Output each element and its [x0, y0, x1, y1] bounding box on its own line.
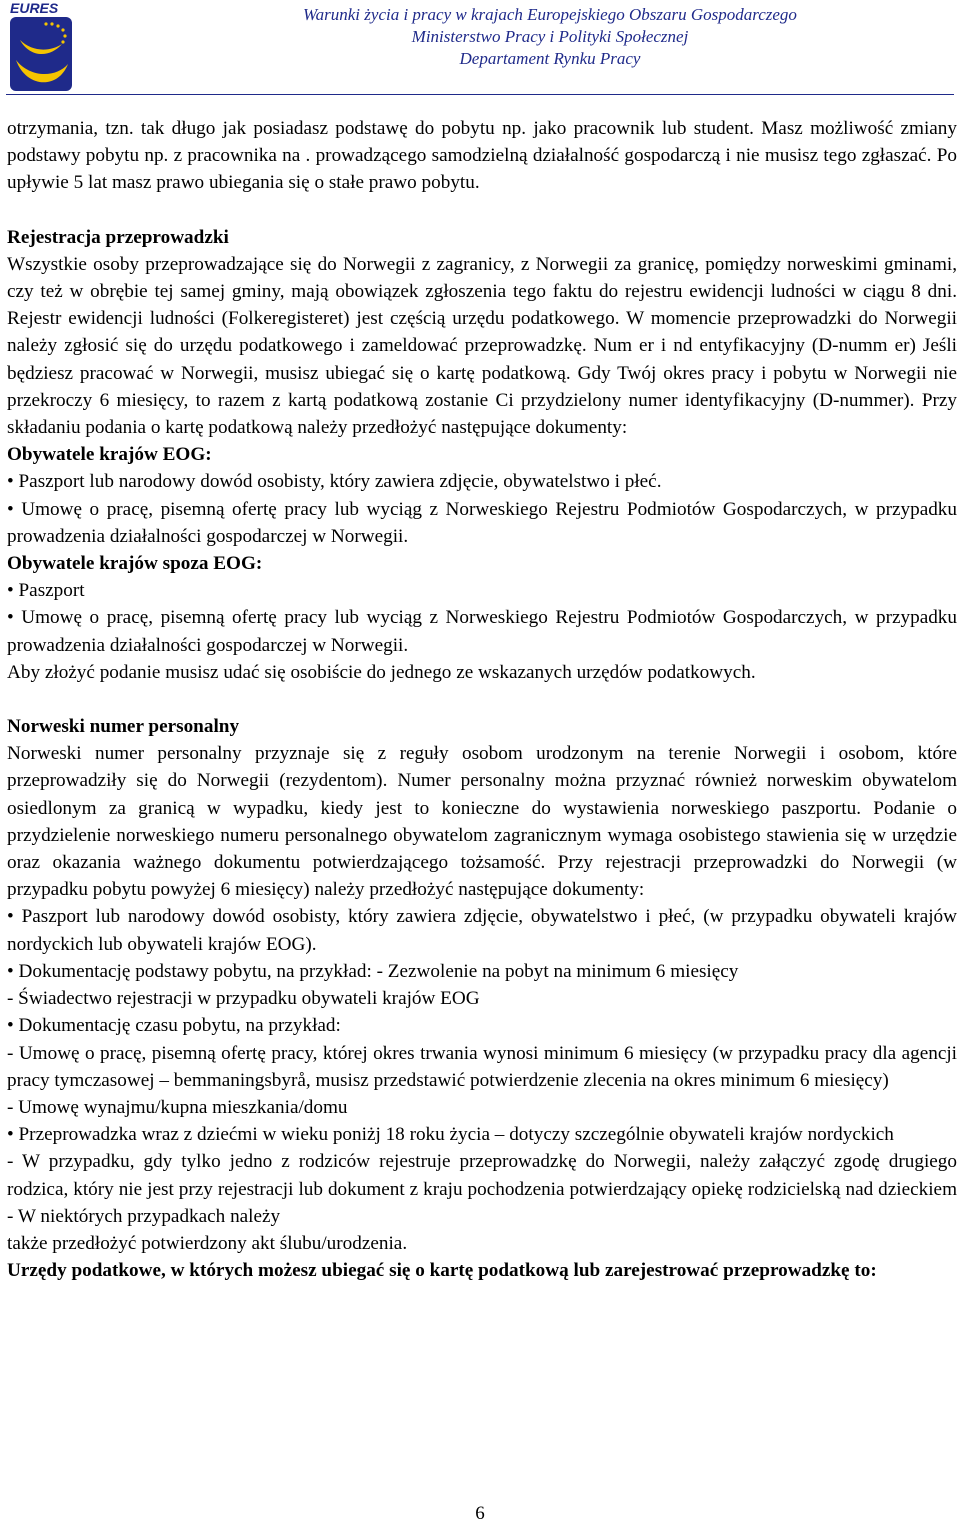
intro-paragraph: otrzymania, tzn. tak długo jak posiadasz podstawę do pobytu np. jako pracownik lub student. Masz możliwość zmiany podstawy pobytu np. z pracownika na . prowadzącego samodzielną działalność gospodarczą i nie musisz tego zgłaszać. Po upływie 5 lat masz prawo ubiegania się o stałe prawo pobytu. — [7, 118, 957, 194]
numer-paragraph: Norweski numer personalny przyznaje się z reguły osobom urodzonym na terenie Norwegii i osobom, które przeprowadziły się do Norwegii (rezydentom). Numer personalny można przyznać również norweskim obywatelom osiedlonym za granicą w wypadku, kiedy jest to konieczne do wystawienia norweskiego paszportu. Podanie o przydzielenie norweskiego numeru personalnego obywatelom zagranicznym wymaga osobistego stawienia się w urzędzie oraz okazania ważnego dokumentu potwierdzającego tożsamość. Przy rejestracji przeprowadzki do Norwegii (w przypadku pobytu powyżej 6 miesięcy) należy przedłożyć następujące dokumenty: — [7, 743, 957, 901]
numer-item-7: • Przeprowadzka wraz z dziećmi w wieku poniżj 18 roku życia – dotyczy szczególnie obywateli krajów nordyckich — [7, 1124, 894, 1146]
spoza-item-1: • Paszport — [7, 580, 85, 602]
eog-item-2: • Umowę o pracę, pisemną ofertę pracy lub wyciąg z Norweskiego Rejestru Podmiotów Gospodarczych, w przypadku prowadzenia działalności gospodarczej w Norwegii. — [7, 498, 957, 547]
header-titles — [160, 4, 940, 70]
header-line-2: Ministerstwo Pracy i Polityki Społecznej — [411, 27, 689, 46]
eog-item-1: • Paszport lub narodowy dowód osobisty, który zawiera zdjęcie, obywatelstwo i płeć. — [7, 471, 662, 493]
spacer — [7, 197, 957, 224]
numer-item-6: - Umowę wynajmu/kupna mieszkania/domu — [7, 1096, 348, 1118]
numer-item-2: • Dokumentację podstawy pobytu, na przykład: - Zezwolenie na pobyt na minimum 6 miesięcy — [7, 960, 739, 982]
numer-item-9: także przedłożyć potwierdzony akt ślubu/urodzenia. — [7, 1232, 408, 1254]
page-header — [0, 0, 960, 96]
svg-text:EURES: EURES — [10, 0, 59, 16]
numer-item-1: • Paszport lub narodowy dowód osobisty, który zawiera zdjęcie, obywatelstwo i płeć, (w przypadku obywateli krajów nordyckich lub obywateli krajów EOG). — [7, 906, 957, 955]
heading-numer-personalny: Norweski numer personalny — [7, 716, 240, 738]
heading-eog: Obywatele krajów EOG: — [7, 444, 212, 466]
heading-spoza-eog: Obywatele krajów spoza EOG: — [7, 553, 263, 575]
heading-rejestracja: Rejestracja przeprowadzki — [7, 226, 229, 248]
header-divider — [6, 94, 954, 95]
heading-urzedy: Urzędy podatkowe, w których możesz ubiegać się o kartę podatkową lub zarejestrować przeprowadzkę to: — [7, 1260, 877, 1282]
numer-item-3: - Świadectwo rejestracji w przypadku obywateli krajów EOG — [7, 988, 480, 1010]
rejestracja-paragraph: Wszystkie osoby przeprowadzające się do Norwegii z zagranicy, z Norwegii za granicę, pomiędzy norweskimi gminami, czy też w obrębie tej samej gminy, mają obowiązek zgłoszenia tego faktu do rejestru ewidencji ludności w ciągu 8 dni. Rejestr ewidencji ludności (Folkeregisteret) jest częścią urzędu podatkowego. W momencie przeprowadzki do Norwegii należy zgłosić się do urzędu podatkowego i zameldować przeprowadzkę. Num er i nd entyfikacyjny (D-numm er) Jeśli będziesz pracować w Norwegii, musisz ubiegać się o kartę podatkową. Gdy Twój okres pracy i pobytu w Norwegii nie przekroczy 6 miesięcy, to razem z kartą podatkową zostanie Ci przydzielony numer identyfikacyjny (D-nummer). Przy składaniu podania o kartę podatkową należy przedłożyć następujące dokumenty: — [7, 253, 957, 439]
header-line-1: Warunki życia i pracy w krajach Europejskiego Obszaru Gospodarczego — [303, 5, 797, 24]
spoza-item-2: • Umowę o pracę, pisemną ofertę pracy lub wyciąg z Norweskiego Rejestru Podmiotów Gospodarczych, w przypadku prowadzenia działalności gospodarczej w Norwegii. — [7, 607, 957, 656]
numer-item-8: - W przypadku, gdy tylko jedno z rodziców rejestruje przeprowadzkę do Norwegii, należy załączyć zgodę drugiego rodzica, który nie jest przy rejestracji lub dokument z kraju pochodzenia potwierdzający opiekę rodzicielską nad dzieckiem - W niektórych przypadkach należy — [7, 1151, 957, 1227]
header-line-3: Departament Rynku Pracy — [459, 49, 641, 68]
page-number: 6 — [475, 1503, 485, 1524]
spacer — [7, 686, 957, 713]
numer-item-4: • Dokumentację czasu pobytu, na przykład: — [7, 1015, 341, 1037]
eures-logo — [6, 0, 78, 94]
numer-item-5: - Umowę o pracę, pisemną ofertę pracy, której okres trwania wynosi minimum 6 miesięcy (w przypadku pracy dla agencji pracy tymczasowej – bemmaningsbyrå, musisz przedstawić potwierdzenie zlecenia na okres minimum 6 miesięcy) — [7, 1042, 957, 1091]
document-body — [7, 115, 957, 1284]
podanie-paragraph: Aby złożyć podanie musisz udać się osobiście do jednego ze wskazanych urzędów podatkowych. — [7, 661, 756, 683]
